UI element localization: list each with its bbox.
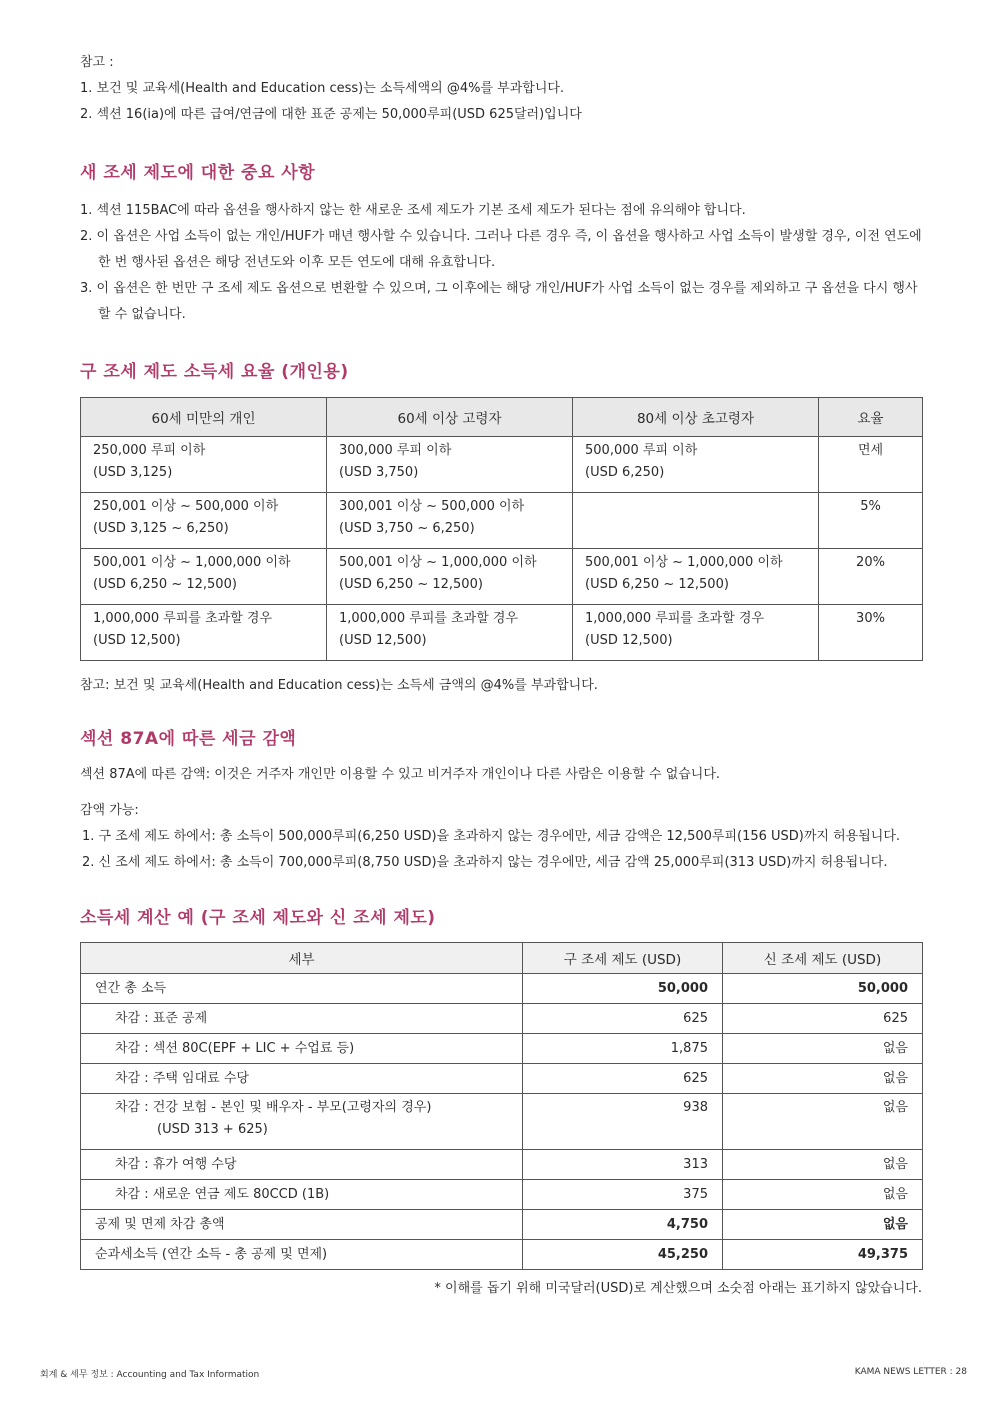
cell-line: 500,000 루피 이하 xyxy=(585,443,698,458)
row-label: 차감 : 표준 공제 xyxy=(81,1004,523,1034)
table-cell xyxy=(81,605,327,661)
table-row xyxy=(81,1240,923,1270)
old-rate-table xyxy=(80,397,923,661)
old-value: 4,750 xyxy=(523,1210,723,1240)
new-value: 없음 xyxy=(723,1064,923,1094)
table-cell xyxy=(327,437,573,493)
table-cell xyxy=(573,605,819,661)
old-value: 313 xyxy=(523,1150,723,1180)
row-label: 차감 : 새로운 연금 제도 80CCD (1B) xyxy=(81,1180,523,1210)
cell-line: (USD 6,250 ~ 12,500) xyxy=(339,577,483,592)
notes-top xyxy=(80,50,922,128)
section-87a-label: 감액 가능: xyxy=(80,803,139,818)
column-header: 신 조세 제도 (USD) xyxy=(723,943,923,974)
rate-cell: 5% xyxy=(819,493,923,549)
cell-line: 300,000 루피 이하 xyxy=(339,443,452,458)
cell-line: (USD 12,500) xyxy=(339,633,427,648)
table-row xyxy=(81,1150,923,1180)
row-label: 순과세소득 (연간 소득 - 총 공제 및 면제) xyxy=(81,1240,523,1270)
table-row xyxy=(81,1094,923,1150)
cell-line: (USD 6,250 ~ 12,500) xyxy=(585,577,729,592)
new-regime-item: 1. 섹션 115BAC에 따라 옵션을 행사하지 않는 한 새로운 조세 제도가 기본 조세 제도가 된다는 점에 유의해야 합니다. xyxy=(80,203,746,218)
new-value: 없음 xyxy=(723,1150,923,1180)
cell-line: 1,000,000 루피를 초과할 경우 xyxy=(339,611,519,626)
column-header: 구 조세 제도 (USD) xyxy=(523,943,723,974)
rate-cell: 30% xyxy=(819,605,923,661)
new-value: 없음 xyxy=(723,1034,923,1064)
table-cell xyxy=(327,493,573,549)
new-regime-list xyxy=(80,198,922,328)
notes-top-item: 2. 섹션 16(ia)에 따른 급여/연금에 대한 표준 공제는 50,000루피(USD 625달러)입니다 xyxy=(80,107,582,122)
cell-line: (USD 3,125) xyxy=(93,465,173,480)
cell-line: 250,000 루피 이하 xyxy=(93,443,206,458)
new-value: 없음 xyxy=(723,1094,923,1150)
row-label: 연간 총 소득 xyxy=(81,974,523,1004)
table-cell xyxy=(573,493,819,549)
rate-cell: 20% xyxy=(819,549,923,605)
table-row xyxy=(81,605,923,661)
table-cell xyxy=(81,493,327,549)
old-rates-heading: 구 조세 제도 소득세 요율 (개인용) xyxy=(80,362,349,382)
row-label-line: 차감 : 건강 보험 - 본인 및 배우자 - 부모(고령자의 경우) xyxy=(115,1100,432,1115)
cell-line: (USD 12,500) xyxy=(93,633,181,648)
new-regime-item: 2. 이 옵션은 사업 소득이 없는 개인/HUF가 매년 행사할 수 있습니다. 그러나 다른 경우 즉, 이 옵션을 행사하고 사업 소득이 발생할 경우, 이전 연도에 한 번 행사된 옵션은 해당 전년도와 이후 모든 연도에 대해 유효합니다. xyxy=(80,229,922,270)
new-value: 625 xyxy=(723,1004,923,1034)
table-cell xyxy=(81,437,327,493)
row-label: 공제 및 면제 차감 총액 xyxy=(81,1210,523,1240)
cell-line: 500,001 이상 ~ 1,000,000 이하 xyxy=(93,555,291,570)
table-header-row xyxy=(81,943,923,974)
row-label xyxy=(81,1094,523,1150)
old-value: 625 xyxy=(523,1064,723,1094)
new-regime-heading: 새 조세 제도에 대한 중요 사항 xyxy=(80,163,316,183)
new-value: 없음 xyxy=(723,1210,923,1240)
old-value: 625 xyxy=(523,1004,723,1034)
notes-top-label: 참고 : xyxy=(80,55,114,70)
column-header: 60세 이상 고령자 xyxy=(327,398,573,437)
cell-line: (USD 3,750) xyxy=(339,465,419,480)
new-value: 없음 xyxy=(723,1180,923,1210)
old-value: 375 xyxy=(523,1180,723,1210)
column-header: 요율 xyxy=(819,398,923,437)
column-header: 60세 미만의 개인 xyxy=(81,398,327,437)
table-row xyxy=(81,974,923,1004)
cell-line: 1,000,000 루피를 초과할 경우 xyxy=(585,611,765,626)
table-cell xyxy=(573,437,819,493)
table-row xyxy=(81,1180,923,1210)
section-87a-heading: 섹션 87A에 따른 세금 감액 xyxy=(80,729,297,749)
cell-line: (USD 3,125 ~ 6,250) xyxy=(93,521,229,536)
new-value: 50,000 xyxy=(723,974,923,1004)
table-row xyxy=(81,437,923,493)
old-value: 1,875 xyxy=(523,1034,723,1064)
old-value: 45,250 xyxy=(523,1240,723,1270)
cell-line: 250,001 이상 ~ 500,000 이하 xyxy=(93,499,279,514)
old-value: 938 xyxy=(523,1094,723,1150)
row-label: 차감 : 섹션 80C(EPF + LIC + 수업료 등) xyxy=(81,1034,523,1064)
cell-line: 300,001 이상 ~ 500,000 이하 xyxy=(339,499,525,514)
table-header-row xyxy=(81,398,923,437)
calc-footnote: * 이해를 돕기 위해 미국달러(USD)로 계산했으며 소숫점 아래는 표기하지 않았습니다. xyxy=(434,1281,922,1296)
notes-top-item: 1. 보건 및 교육세(Health and Education cess)는 소득세액의 @4%를 부과합니다. xyxy=(80,81,565,96)
cell-line: (USD 6,250) xyxy=(585,465,665,480)
cell-line: 500,001 이상 ~ 1,000,000 이하 xyxy=(585,555,783,570)
cell-line: 500,001 이상 ~ 1,000,000 이하 xyxy=(339,555,537,570)
table-cell xyxy=(327,605,573,661)
column-header: 세부 xyxy=(81,943,523,974)
footer-right: KAMA NEWS LETTER : 28 xyxy=(854,1367,967,1377)
footer-left: 회계 & 세무 정보 : Accounting and Tax Information xyxy=(40,1370,260,1380)
calc-heading: 소득세 계산 예 (구 조세 제도와 신 조세 제도) xyxy=(80,908,436,928)
section-87a-item: 2. 신 조세 제도 하에서: 총 소득이 700,000루피(8,750 USD)을 초과하지 않는 경우에만, 세금 감액 25,000루피(313 USD)까지 허용됩니다. xyxy=(82,855,888,870)
cell-line: (USD 6,250 ~ 12,500) xyxy=(93,577,237,592)
new-regime-item: 3. 이 옵션은 한 번만 구 조세 제도 옵션으로 변환할 수 있으며, 그 이후에는 해당 개인/HUF가 사업 소득이 없는 경우를 제외하고 구 옵션을 다시 행사할 수 없습니다. xyxy=(80,281,918,322)
cell-line: (USD 3,750 ~ 6,250) xyxy=(339,521,475,536)
cell-line: (USD 12,500) xyxy=(585,633,673,648)
new-value: 49,375 xyxy=(723,1240,923,1270)
column-header: 80세 이상 초고령자 xyxy=(573,398,819,437)
rate-cell: 면세 xyxy=(819,437,923,493)
section-87a-intro: 섹션 87A에 따른 감액: 이것은 거주자 개인만 이용할 수 있고 비거주자 개인이나 다른 사람은 이용할 수 없습니다. xyxy=(80,767,721,782)
table-cell xyxy=(81,549,327,605)
page-content xyxy=(80,50,922,1302)
table-cell xyxy=(573,549,819,605)
row-label: 차감 : 주택 임대료 수당 xyxy=(81,1064,523,1094)
table-row xyxy=(81,1064,923,1094)
calc-table xyxy=(80,942,923,1270)
row-label: 차감 : 휴가 여행 수당 xyxy=(81,1150,523,1180)
table-row xyxy=(81,549,923,605)
table-cell xyxy=(327,549,573,605)
old-value: 50,000 xyxy=(523,974,723,1004)
old-rates-note: 참고: 보건 및 교육세(Health and Education cess)는 소득세 금액의 @4%를 부과합니다. xyxy=(80,678,598,693)
table-row xyxy=(81,493,923,549)
section-87a-item: 1. 구 조세 제도 하에서: 총 소득이 500,000루피(6,250 USD)을 초과하지 않는 경우에만, 세금 감액은 12,500루피(156 USD)까지 허용됩니다. xyxy=(82,829,901,844)
table-row xyxy=(81,1034,923,1064)
cell-line: 1,000,000 루피를 초과할 경우 xyxy=(93,611,273,626)
row-label-line: (USD 313 + 625) xyxy=(157,1122,268,1137)
table-row xyxy=(81,1004,923,1034)
table-row xyxy=(81,1210,923,1240)
